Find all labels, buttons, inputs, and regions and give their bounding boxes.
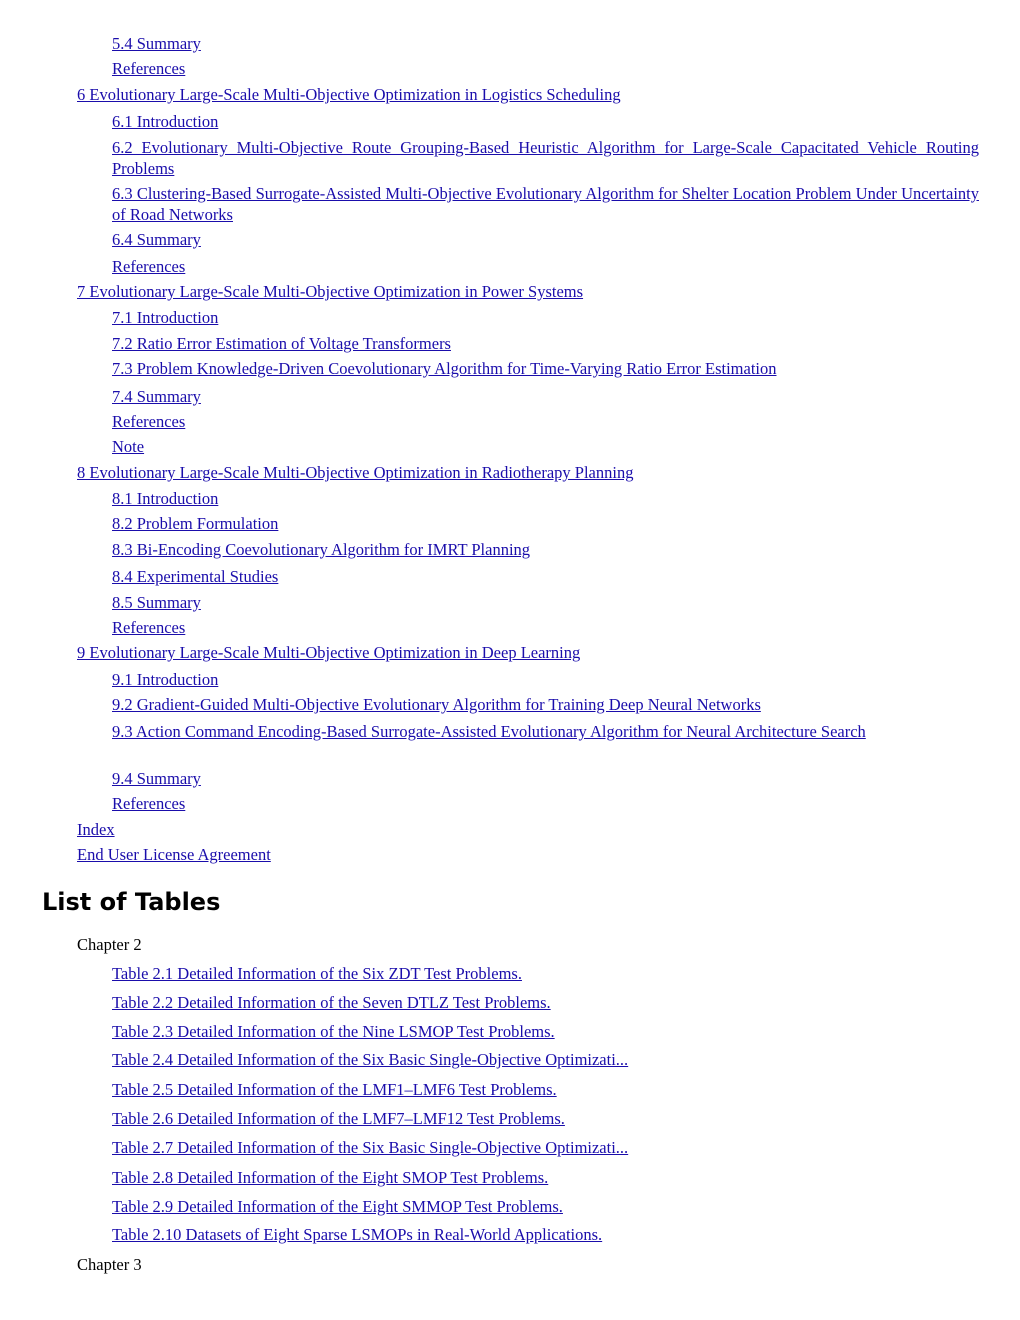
- toc-link-9-1-introduction[interactable]: 9.1 Introduction: [112, 670, 219, 689]
- toc-link-9-4-summary[interactable]: 9.4 Summary: [112, 769, 201, 788]
- toc-link-7-3[interactable]: 7.3 Problem Knowledge-Driven Coevolutionary Algorithm for Time-Varying Ratio Error Estimation: [112, 359, 777, 378]
- toc-link-references[interactable]: References: [112, 412, 186, 431]
- toc-link-6-3[interactable]: 6.3 Clustering-Based Surrogate-Assisted Multi-Objective Evolutionary Algorithm for Shelter Location Problem Under Uncertainty of Road Networks: [112, 184, 979, 224]
- chapter-2-label: Chapter 2: [77, 935, 142, 954]
- toc-link-chapter-7[interactable]: 7 Evolutionary Large-Scale Multi-Objective Optimization in Power Systems: [77, 282, 584, 301]
- toc-link-references[interactable]: References: [112, 257, 186, 276]
- table-link-2-3[interactable]: Table 2.3 Detailed Information of the Nine LSMOP Test Problems.: [112, 1022, 555, 1041]
- toc-link-chapter-6[interactable]: 6 Evolutionary Large-Scale Multi-Objective Optimization in Logistics Scheduling: [77, 85, 621, 104]
- table-link-2-5[interactable]: Table 2.5 Detailed Information of the LMF1–LMF6 Test Problems.: [112, 1080, 557, 1099]
- toc-link-references[interactable]: References: [112, 618, 186, 637]
- toc-link-9-2[interactable]: 9.2 Gradient-Guided Multi-Objective Evolutionary Algorithm for Training Deep Neural Networks: [112, 695, 761, 714]
- toc-link-7-1-introduction[interactable]: 7.1 Introduction: [112, 308, 219, 327]
- toc-link-6-1-introduction[interactable]: 6.1 Introduction: [112, 112, 219, 131]
- toc-link-7-4-summary[interactable]: 7.4 Summary: [112, 387, 201, 406]
- toc-link-references[interactable]: References: [112, 59, 186, 78]
- toc-link-7-2[interactable]: 7.2 Ratio Error Estimation of Voltage Transformers: [112, 334, 451, 353]
- toc-link-9-3[interactable]: 9.3 Action Command Encoding-Based Surrogate-Assisted Evolutionary Algorithm for Neural Architecture Search: [112, 722, 866, 741]
- toc-link-note[interactable]: Note: [112, 437, 145, 456]
- toc-link-8-1-introduction[interactable]: 8.1 Introduction: [112, 489, 219, 508]
- toc-link-8-2[interactable]: 8.2 Problem Formulation: [112, 514, 279, 533]
- toc-link-8-3[interactable]: 8.3 Bi-Encoding Coevolutionary Algorithm for IMRT Planning: [112, 540, 531, 559]
- table-link-2-7[interactable]: Table 2.7 Detailed Information of the Six Basic Single-Objective Optimizati...: [112, 1138, 629, 1157]
- chapter-3-label: Chapter 3: [77, 1255, 142, 1274]
- toc-link-eula[interactable]: End User License Agreement: [77, 845, 271, 864]
- toc-link-6-2[interactable]: 6.2 Evolutionary Multi-Objective Route Grouping-Based Heuristic Algorithm for Large-Scale Capacitated Vehicle Routing Problems: [112, 138, 979, 178]
- toc-link-6-4-summary[interactable]: 6.4 Summary: [112, 230, 201, 249]
- toc-link-8-4[interactable]: 8.4 Experimental Studies: [112, 567, 279, 586]
- table-link-2-10[interactable]: Table 2.10 Datasets of Eight Sparse LSMOPs in Real-World Applications.: [112, 1225, 603, 1244]
- toc-link-index[interactable]: Index: [77, 820, 115, 839]
- table-link-2-1[interactable]: Table 2.1 Detailed Information of the Six ZDT Test Problems.: [112, 964, 522, 983]
- toc-link-references[interactable]: References: [112, 794, 186, 813]
- table-link-2-2[interactable]: Table 2.2 Detailed Information of the Seven DTLZ Test Problems.: [112, 993, 551, 1012]
- table-link-2-9[interactable]: Table 2.9 Detailed Information of the Eight SMMOP Test Problems.: [112, 1197, 563, 1216]
- list-of-tables-heading: List of Tables: [42, 888, 221, 916]
- toc-link-chapter-8[interactable]: 8 Evolutionary Large-Scale Multi-Objective Optimization in Radiotherapy Planning: [77, 463, 634, 482]
- table-link-2-8[interactable]: Table 2.8 Detailed Information of the Eight SMOP Test Problems.: [112, 1168, 549, 1187]
- toc-link-8-5-summary[interactable]: 8.5 Summary: [112, 593, 201, 612]
- table-link-2-6[interactable]: Table 2.6 Detailed Information of the LMF7–LMF12 Test Problems.: [112, 1109, 565, 1128]
- toc-link-5-4-summary[interactable]: 5.4 Summary: [112, 34, 201, 53]
- table-link-2-4[interactable]: Table 2.4 Detailed Information of the Six Basic Single-Objective Optimizati...: [112, 1050, 629, 1069]
- toc-link-chapter-9[interactable]: 9 Evolutionary Large-Scale Multi-Objective Optimization in Deep Learning: [77, 643, 581, 662]
